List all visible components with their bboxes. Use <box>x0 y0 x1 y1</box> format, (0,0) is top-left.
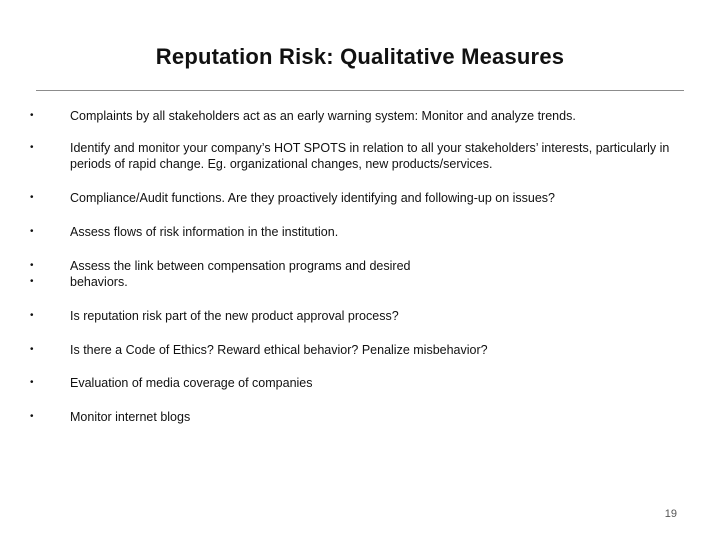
page-number: 19 <box>664 508 677 520</box>
bullet-text: Is reputation risk part of the new product approval process? <box>70 309 399 323</box>
bullet-marker: • <box>30 310 34 321</box>
bullet-text: Identify and monitor your company’s HOT SPOTS in relation to all your stakeholders’ interests, particularly in periods of rapid change. Eg. organizational changes, new products/services. <box>70 141 670 171</box>
bullet-marker: • <box>30 192 34 203</box>
bullet-marker: • • <box>30 260 34 287</box>
bullet-text: Assess the link between compensation programs and desired behaviors. <box>70 259 411 289</box>
bullet-text: Compliance/Audit functions. Are they proactively identifying and following-up on issues? <box>70 191 555 205</box>
bullet-text: Complaints by all stakeholders act as an early warning system: Monitor and analyze trends. <box>70 109 576 123</box>
bullet-marker: • <box>30 110 34 121</box>
bullet-marker: • <box>30 344 34 355</box>
bullet-text: Evaluation of media coverage of companies <box>70 376 313 390</box>
title-divider <box>36 90 684 91</box>
bullet-marker: • <box>30 377 34 388</box>
bullet-marker: • <box>30 226 34 237</box>
bullet-text: Is there a Code of Ethics? Reward ethical behavior? Penalize misbehavior? <box>70 343 488 357</box>
bullet-text: Monitor internet blogs <box>70 410 191 424</box>
bullet-marker: • <box>30 142 34 153</box>
slide-title: Reputation Risk: Qualitative Measures <box>155 44 565 69</box>
bullet-text: Assess flows of risk information in the institution. <box>70 225 339 239</box>
bullet-marker: • <box>30 411 34 422</box>
